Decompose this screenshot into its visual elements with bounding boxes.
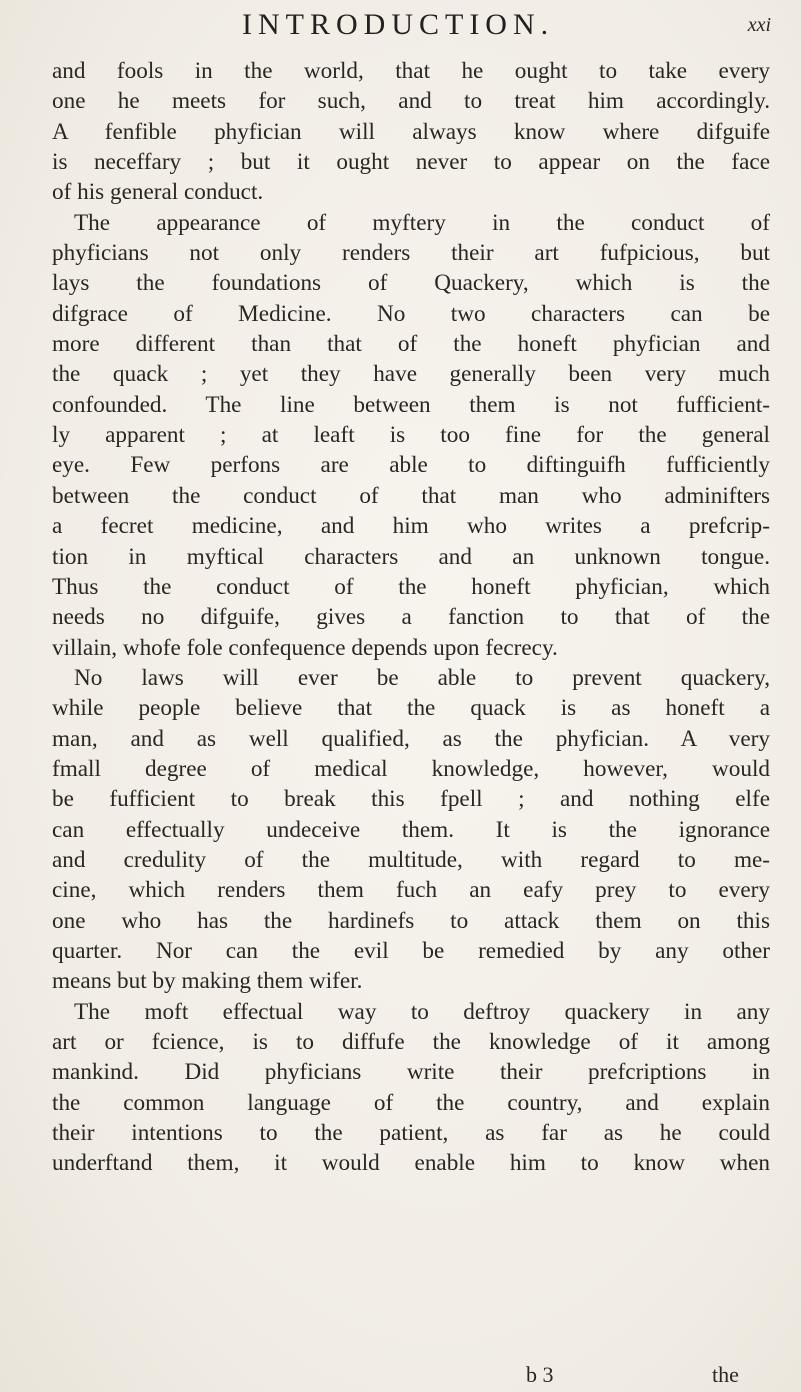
catchword: the — [712, 1362, 739, 1387]
text-line: the common language of the country, and explain — [52, 1089, 770, 1116]
text-line: is neceffary ; but it ought never to appear on the face — [52, 149, 770, 176]
signature-mark: b 3 — [526, 1362, 554, 1387]
text-line: can effectually undeceive them. It is the ignorance — [52, 816, 770, 843]
text-line: tion in myftical characters and an unknown tongue. — [52, 543, 770, 570]
text-line: one he meets for such, and to treat him accordingly. — [52, 88, 770, 115]
text-line: a fecret medicine, and him who writes a prefcrip- — [52, 513, 770, 540]
text-line: underftand them, it would enable him to know when — [52, 1150, 770, 1177]
text-line: and fools in the world, that he ought to take every — [52, 58, 770, 84]
text-line: man, and as well qualified, as the phyfician. A very — [52, 725, 770, 752]
page-header — [0, 8, 801, 52]
running-title: INTRODUCTION. — [242, 8, 555, 41]
text-line: art or fcience, is to diffufe the knowledge of it among — [52, 1029, 770, 1055]
text-line: A fenfible phyfician will always know where difguife — [52, 118, 770, 145]
text-line: means but by making them wifer. — [52, 968, 363, 995]
text-line: No laws will ever be able to prevent quackery, — [74, 664, 770, 691]
text-line: while people believe that the quack is as honeft a — [52, 695, 770, 722]
text-line: of his general conduct. — [52, 179, 264, 206]
text-line: one who has the hardinefs to attack them on this — [52, 907, 770, 934]
text-line: more different than that of the honeft phyfician and — [52, 331, 770, 358]
text-line: be fufficient to break this fpell ; and nothing elfe — [52, 786, 770, 813]
text-line: cine, which renders them fuch an eafy prey to every — [52, 877, 770, 904]
page-number: xxi — [747, 14, 771, 36]
text-line: eye. Few perfons are able to diftinguifh fufficiently — [52, 452, 770, 479]
text-line: The appearance of myftery in the conduct of — [74, 209, 770, 236]
text-line: ly apparent ; at leaft is too fine for the general — [52, 422, 770, 449]
text-line: the quack ; yet they have generally been very much — [52, 361, 770, 388]
text-line: quarter. Nor can the evil be remedied by any other — [52, 937, 770, 964]
text-line: phyficians not only renders their art fufpicious, but — [52, 240, 770, 267]
text-line: and credulity of the multitude, with regard to me- — [52, 846, 770, 873]
text-line: Thus the conduct of the honeft phyfician, which — [52, 573, 770, 600]
text-line: villain, whofe fole confequence depends upon fecrecy. — [52, 634, 558, 661]
text-line: difgrace of Medicine. No two characters can be — [52, 300, 770, 327]
text-line: confounded. The line between them is not fufficient- — [52, 391, 770, 418]
text-line: needs no difguife, gives a fanction to that of the — [52, 604, 770, 631]
body-text — [52, 56, 770, 1179]
text-line: The moft effectual way to deftroy quackery in any — [74, 998, 770, 1025]
text-line: mankind. Did phyficians write their prefcriptions in — [52, 1059, 770, 1086]
text-line: fmall degree of medical knowledge, however, would — [52, 755, 770, 782]
text-line: lays the foundations of Quackery, which is the — [52, 270, 770, 297]
text-line: their intentions to the patient, as far as he could — [52, 1120, 770, 1147]
text-line: between the conduct of that man who adminifters — [52, 482, 770, 509]
